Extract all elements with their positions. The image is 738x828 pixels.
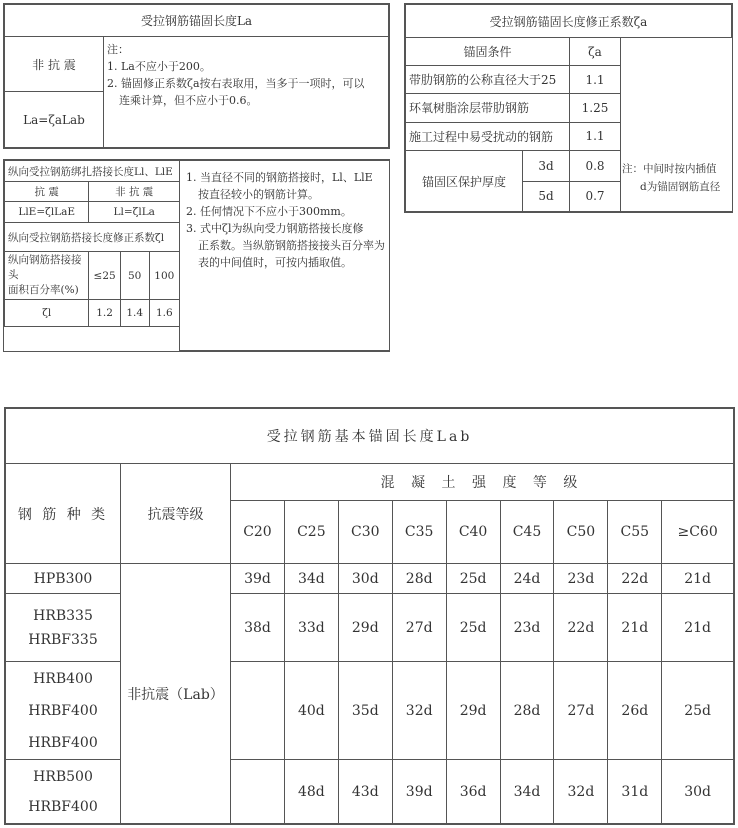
table-ll-note: 2. 任何情况下不应小于300mm。 <box>186 205 352 218</box>
table-la-notes <box>104 37 389 148</box>
table-lab <box>4 407 735 825</box>
table-lab-col-seismic: 抗震等级 <box>121 464 231 564</box>
table-ll-zeta-value: 1.6 <box>149 300 179 327</box>
table-lab-grade: C20 <box>231 501 285 564</box>
table-zeta-a-cover-d: 3d <box>523 151 570 181</box>
table-lab-cell: 30d <box>338 564 392 594</box>
table-la <box>3 3 390 149</box>
table-zeta-a-cover-val: 0.7 <box>570 181 621 211</box>
table-ll-pct-value: ≤25 <box>89 252 120 300</box>
table-zeta-a-cover-val: 0.8 <box>570 151 621 181</box>
table-la-row1-label: 非 抗 震 <box>5 37 104 92</box>
table-lab-cell: 26d <box>608 662 662 760</box>
table-lab-cell: 39d <box>392 760 446 824</box>
table-ll-nonseismic: 非 抗 震 <box>89 182 180 202</box>
table-lab-cell: 28d <box>500 662 554 760</box>
table-lab-cell: 21d <box>608 594 662 662</box>
table-lab-grade: C45 <box>500 501 554 564</box>
table-lab-cell: 25d <box>446 564 500 594</box>
table-lab-cell: 25d <box>446 594 500 662</box>
table-lab-cell: 39d <box>231 564 285 594</box>
table-ll-zeta-value: 1.2 <box>89 300 120 327</box>
table-zeta-a <box>404 3 733 213</box>
table-lab-cell: 36d <box>446 760 500 824</box>
table-ll-pct-value: 50 <box>120 252 149 300</box>
table-lab-grade: C40 <box>446 501 500 564</box>
table-ll-zeta-label: ζl <box>5 300 89 327</box>
table-lab-cell: 40d <box>284 662 338 760</box>
table-ll-note: 表的中间值时，可按内插取值。 <box>198 256 352 269</box>
table-ll-factor-title: 纵向受拉钢筋搭接长度修正系数ζl <box>5 223 180 252</box>
table-lab-grade: C55 <box>608 501 662 564</box>
table-lab-cell: 32d <box>554 760 608 824</box>
table-la-note: 连乘计算，但不应小于0.6。 <box>119 94 258 107</box>
table-zeta-a-cond: 带肋钢筋的公称直径大于25 <box>406 65 570 93</box>
table-ll-zeta-value: 1.4 <box>120 300 149 327</box>
table-ll-notes <box>180 161 390 351</box>
table-lab-grade: C35 <box>392 501 446 564</box>
table-ll <box>3 159 390 352</box>
table-lab-cell: 31d <box>608 760 662 824</box>
table-lab-cell: 25d <box>662 662 734 760</box>
table-lab-cell: 43d <box>338 760 392 824</box>
table-zeta-a-col2: ζa <box>570 38 621 65</box>
table-lab-type: HRB400 HRBF400 HRBF400 <box>6 662 121 760</box>
table-lab-cell: 23d <box>500 594 554 662</box>
table-zeta-a-cond: 环氧树脂涂层带肋钢筋 <box>406 94 570 122</box>
table-zeta-a-note <box>622 160 720 196</box>
table-lab-cell: 28d <box>392 564 446 594</box>
table-lab-type: HRB335 HRBF335 <box>6 594 121 662</box>
table-lab-seismic-value: 非抗震（Lab） <box>121 564 231 824</box>
table-lab-cell: 23d <box>554 564 608 594</box>
table-zeta-a-note-line: 注：中间时按内插值 <box>622 163 717 175</box>
table-lab-type: HRB500 HRBF400 <box>6 760 121 824</box>
table-lab-cell: 22d <box>608 564 662 594</box>
table-ll-seismic: 抗 震 <box>5 182 89 202</box>
table-lab-cell: 22d <box>554 594 608 662</box>
table-lab-cell: 27d <box>392 594 446 662</box>
table-ll-note: 3. 式中ζl为纵向受力钢筋搭接长度修 <box>186 222 364 235</box>
table-lab-grade: C50 <box>554 501 608 564</box>
table-la-note: 1. La不应小于200。 <box>107 60 211 73</box>
table-ll-note: 正系数。当纵筋钢筋搭接接头百分率为 <box>198 239 385 252</box>
table-zeta-a-cover-d: 5d <box>523 181 570 211</box>
table-zeta-a-cond: 施工过程中易受扰动的钢筋 <box>406 122 570 150</box>
table-lab-cell: 48d <box>284 760 338 824</box>
table-lab-col-type: 钢 筋 种 类 <box>6 464 121 564</box>
table-ll-seismic-formula: LlE=ζlLaE <box>5 202 89 223</box>
table-zeta-a-val: 1.1 <box>570 122 621 150</box>
table-lab-grade-header: 混 凝 土 强 度 等 级 <box>231 464 734 501</box>
table-lab-cell: 21d <box>662 564 734 594</box>
table-zeta-a-note-line: d为锚固钢筋直径 <box>640 181 721 193</box>
table-zeta-a-val: 1.1 <box>570 65 621 93</box>
table-lab-cell: 29d <box>446 662 500 760</box>
table-lab-cell <box>231 760 285 824</box>
table-lab-title: 受拉钢筋基本锚固长度Lab <box>6 409 734 464</box>
table-ll-title: 纵向受拉钢筋绑扎搭接长度Ll、LlE <box>5 161 180 182</box>
table-lab-cell: 38d <box>231 594 285 662</box>
table-ll-note: 按直径较小的钢筋计算。 <box>198 188 319 201</box>
table-lab-cell: 24d <box>500 564 554 594</box>
table-lab-type: HPB300 <box>6 564 121 594</box>
table-lab-cell: 33d <box>284 594 338 662</box>
table-zeta-a-val: 1.25 <box>570 94 621 122</box>
table-lab-grade: C30 <box>338 501 392 564</box>
table-lab-cell: 35d <box>338 662 392 760</box>
table-la-title: 受拉钢筋锚固长度La <box>5 5 389 37</box>
table-lab-grade: ≥C60 <box>662 501 734 564</box>
table-la-note: 注： <box>107 43 129 56</box>
table-la-note: 2. 锚固修正系数ζa按右表取用，当多于一项时，可以 <box>107 77 365 90</box>
table-lab-cell: 30d <box>662 760 734 824</box>
table-zeta-a-title: 受拉钢筋锚固长度修正系数ζa <box>406 5 732 38</box>
table-lab-cell: 21d <box>662 594 734 662</box>
table-ll-note: 1. 当直径不同的钢筋搭接时，Ll、LlE <box>186 171 373 184</box>
table-zeta-a-col1: 锚固条件 <box>406 38 570 65</box>
table-lab-cell <box>231 662 285 760</box>
table-la-row2-label: La=ζaLab <box>5 92 104 148</box>
table-lab-cell: 29d <box>338 594 392 662</box>
table-zeta-a-cover-label: 锚固区保护厚度 <box>406 151 523 212</box>
table-lab-grade: C25 <box>284 501 338 564</box>
table-lab-cell: 27d <box>554 662 608 760</box>
table-ll-nonseismic-formula: Ll=ζlLa <box>89 202 180 223</box>
table-ll-pct-value: 100 <box>149 252 179 300</box>
table-lab-cell: 34d <box>500 760 554 824</box>
table-lab-cell: 34d <box>284 564 338 594</box>
table-ll-pct-label: 纵向钢筋搭接接头 面积百分率(%) <box>5 252 89 300</box>
table-lab-cell: 32d <box>392 662 446 760</box>
